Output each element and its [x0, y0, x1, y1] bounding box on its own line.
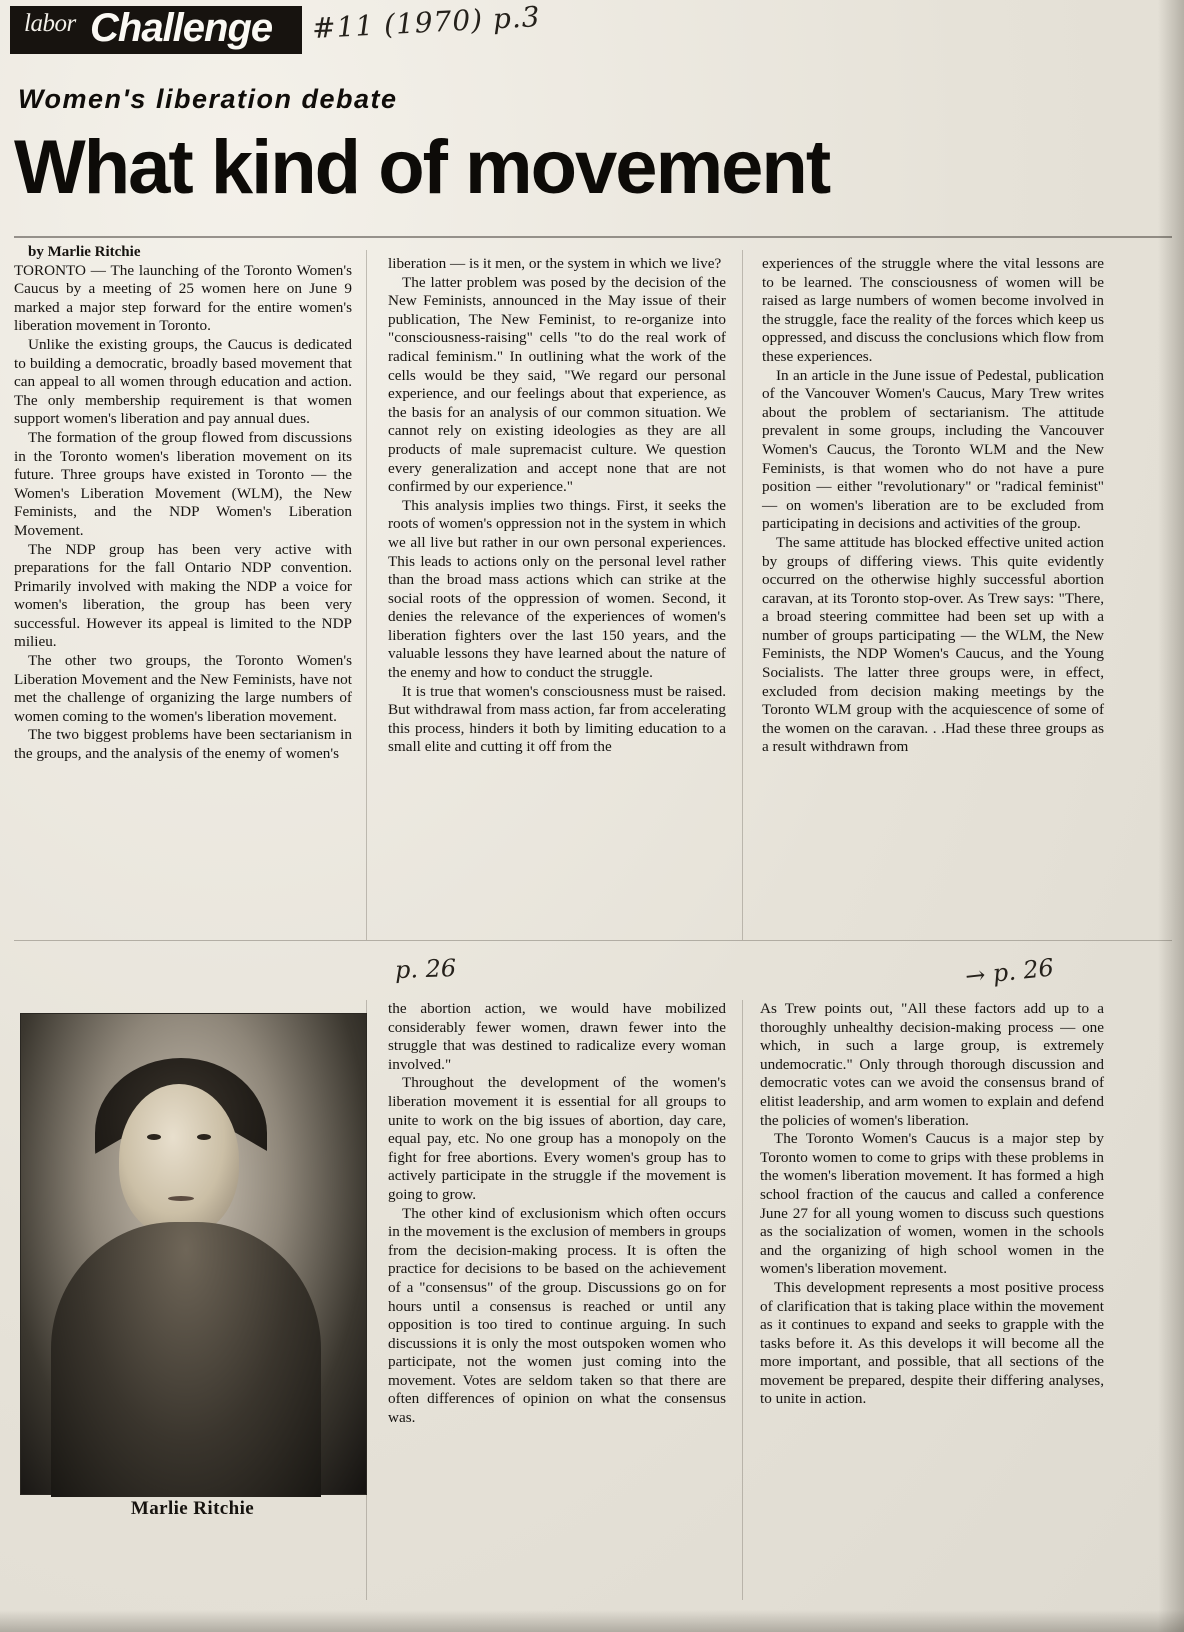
paragraph: Unlike the existing groups, the Caucus is dedicated to building a democratic, broadly based movement that can appeal to all women through education and action. The only membership requirement is that women support women's liberation and pay annual dues.	[14, 335, 352, 428]
section-divider	[14, 940, 1172, 941]
article-column-1	[14, 243, 352, 764]
masthead-challenge-text: Challenge	[90, 6, 273, 50]
paragraph: As Trew points out, "All these factors add up to a thoroughly unhealthy decision-making process — one which, in such a large group, is extremely undemocratic." Only through thorough discussion and democratic votes can we avoid the consensus brand of elitist leadership, and arm women to explain and defend the policies of women's liberation.	[760, 1000, 1104, 1129]
handwritten-jump-note-left: p. 26	[394, 953, 457, 985]
column-2-body	[388, 255, 726, 757]
paragraph: The two biggest problems have been sectarianism in the groups, and the analysis of the enemy of women's	[14, 726, 352, 763]
photo-face	[119, 1084, 239, 1236]
paragraph: The latter problem was posed by the decision of the New Feminists, announced in the May issue of their publication, The New Feminist, to re-organize into "consciousness-raising" cells "to do the real work of radical feminism." In outlining what the work of the cells would be they said, "We regard our personal experience, and our feelings about that experience, as the basis for an analysis of our common situation. We cannot rely on existing ideologies as they are all products of male supremacist culture. We question every generalization and accept none that are not confirmed by our experience."	[388, 273, 726, 496]
paragraph: The formation of the group flowed from discussions in the Toronto women's liberation movement on its future. Three groups have existed in Toronto — the Women's Liberation Movement (WLM), the New Feminists, and the NDP Women's Liberation Movement.	[14, 428, 352, 539]
handwritten-jump-note-right: → p. 26	[963, 953, 1056, 991]
handwritten-issue-note: #11 (1970) p.3	[311, 0, 542, 45]
paragraph: experiences of the struggle where the vital lessons are to be learned. The consciousness of women will be raised as large numbers of women become involved in the struggle, face the reality of the forces which keep us oppressed, and discuss the conclusions which flow from these experiences.	[762, 255, 1104, 365]
column-divider	[742, 250, 743, 940]
article-column-5	[760, 1000, 1104, 1409]
header-divider	[14, 236, 1172, 238]
column-5-body	[760, 1000, 1104, 1409]
paragraph: The other two groups, the Toronto Women's Liberation Movement and the New Feminists, have not met the challenge of organizing the large numbers of women coming to the women's liberation movement.	[14, 652, 352, 725]
photo-torso	[51, 1222, 321, 1497]
page-edge-shadow	[1158, 0, 1184, 1632]
author-photo	[20, 1013, 367, 1495]
paragraph: The other kind of exclusionism which often occurs in the movement is the exclusion of members in groups from the decision-making process. It is often the practice for decisions to be based on the achievement of a "consensus" of the group. Discussions go on for hours until a consensus is reached or until any opposition is too tired to continue arguing. In such discussions it is only the most outspoken women who participate, not the women just coming into the movement. Votes are seldom taken so that there are often differences of opinion on what the consensus was.	[388, 1204, 726, 1427]
column-divider	[366, 250, 367, 940]
article-column-4	[388, 1000, 726, 1428]
article-column-3	[762, 255, 1104, 757]
paragraph: TORONTO — The launching of the Toronto Women's Caucus by a meeting of 25 women here on June 9 marked a major step forward for the entire women's liberation movement in Toronto.	[14, 261, 352, 335]
photo-mouth	[168, 1196, 194, 1201]
paragraph: The NDP group has been very active with preparations for the fall Ontario NDP convention. Primarily involved with making the NDP a voice for women's liberation, the group has been very successful. However its appeal is limited to the NDP milieu.	[14, 540, 352, 651]
byline: by Marlie Ritchie	[28, 244, 141, 260]
column-3-body	[762, 255, 1104, 757]
column-4-body	[388, 1000, 726, 1428]
paragraph: This development represents a most positive process of clarification that is taking place within the movement as it continues to expand and seeks to grapple with the tasks before it. As this develops it will become all the more important, and possible, that all sections of the movement be prepared, despite their differing analyses, to unite in action.	[760, 1278, 1104, 1408]
photo-eye-left	[147, 1134, 161, 1140]
page-title: What kind of movement	[14, 125, 830, 210]
photo-caption: Marlie Ritchie	[130, 1498, 255, 1519]
paragraph: In an article in the June issue of Pedestal, publication of the Vancouver Women's Caucus, Mary Trew writes about the problem of sectarianism. The attitude prevalent in some groups, including the Vancouver Women's Caucus, the Toronto WLM and the New Feminists, is that women who do not have a pure position — either "revolutionary" or "radical feminist" — on women's liberation are to be excluded from participating in decisions and activities of the group.	[762, 366, 1104, 533]
paragraph: The Toronto Women's Caucus is a major step by Toronto women to come to grips with these problems in the women's liberation movement. It has formed a high school fraction of the caucus and called a conference June 27 for all young women to discuss such questions as the socialization of women, women in the schools and the organizing of high school women in the women's liberation movement.	[760, 1130, 1104, 1278]
paragraph: Throughout the development of the women's liberation movement it is essential for all groups to unite to work on the big issues of abortion, day care, equal pay, etc. No one group has a monopoly on the fight for free abortions. Every women's group has to actively participate in the struggle if the movement is going to grow.	[388, 1074, 726, 1203]
paragraph: The same attitude has blocked effective united action by groups of differing views. This quite evidently occurred on the otherwise highly successful abortion caravan, at its Toronto stop-over. As Trew says: "There, a broad steering committee had been set up with a number of groups participating — the WLM, the New Feminists, the NDP Women's Caucus, and the Young Socialists. The latter three groups were, in effect, excluded from decision making meetings by the Toronto WLM group with the acquiescence of some of the women on the caravan. . .Had these three groups as a result withdrawn from	[762, 533, 1104, 756]
masthead-labor-text: labor	[24, 10, 76, 37]
paragraph: It is true that women's consciousness must be raised. But withdrawal from mass action, far from accelerating this process, hinders it both by limiting education to a small elite and cutting it off from the	[388, 682, 726, 756]
photo-eye-right	[197, 1134, 211, 1140]
article-kicker: Women's liberation debate	[18, 84, 398, 114]
column-1-body	[14, 262, 352, 764]
paragraph: the abortion action, we would have mobilized considerably fewer women, drawn fewer into the struggle that was destined to radicalize every woman involved."	[388, 1000, 726, 1073]
column-divider	[742, 1000, 743, 1600]
paragraph: liberation — is it men, or the system in which we live?	[388, 255, 722, 272]
paragraph: This analysis implies two things. First, it seeks the roots of women's oppression not in the system in which we all live but rather in our own personal experiences. This leads to actions only on the personal level rather than the broad mass actions which can strike at the social roots of the oppression of women. Second, it denies the relevance of the experiences of women's liberation fighters over the last 150 years, and the valuable lessons they have learned about the nature of the enemy and how to conduct the struggle.	[388, 496, 726, 682]
masthead-logo	[10, 6, 302, 54]
page-bottom-shadow	[0, 1610, 1184, 1632]
article-column-2	[388, 255, 726, 757]
